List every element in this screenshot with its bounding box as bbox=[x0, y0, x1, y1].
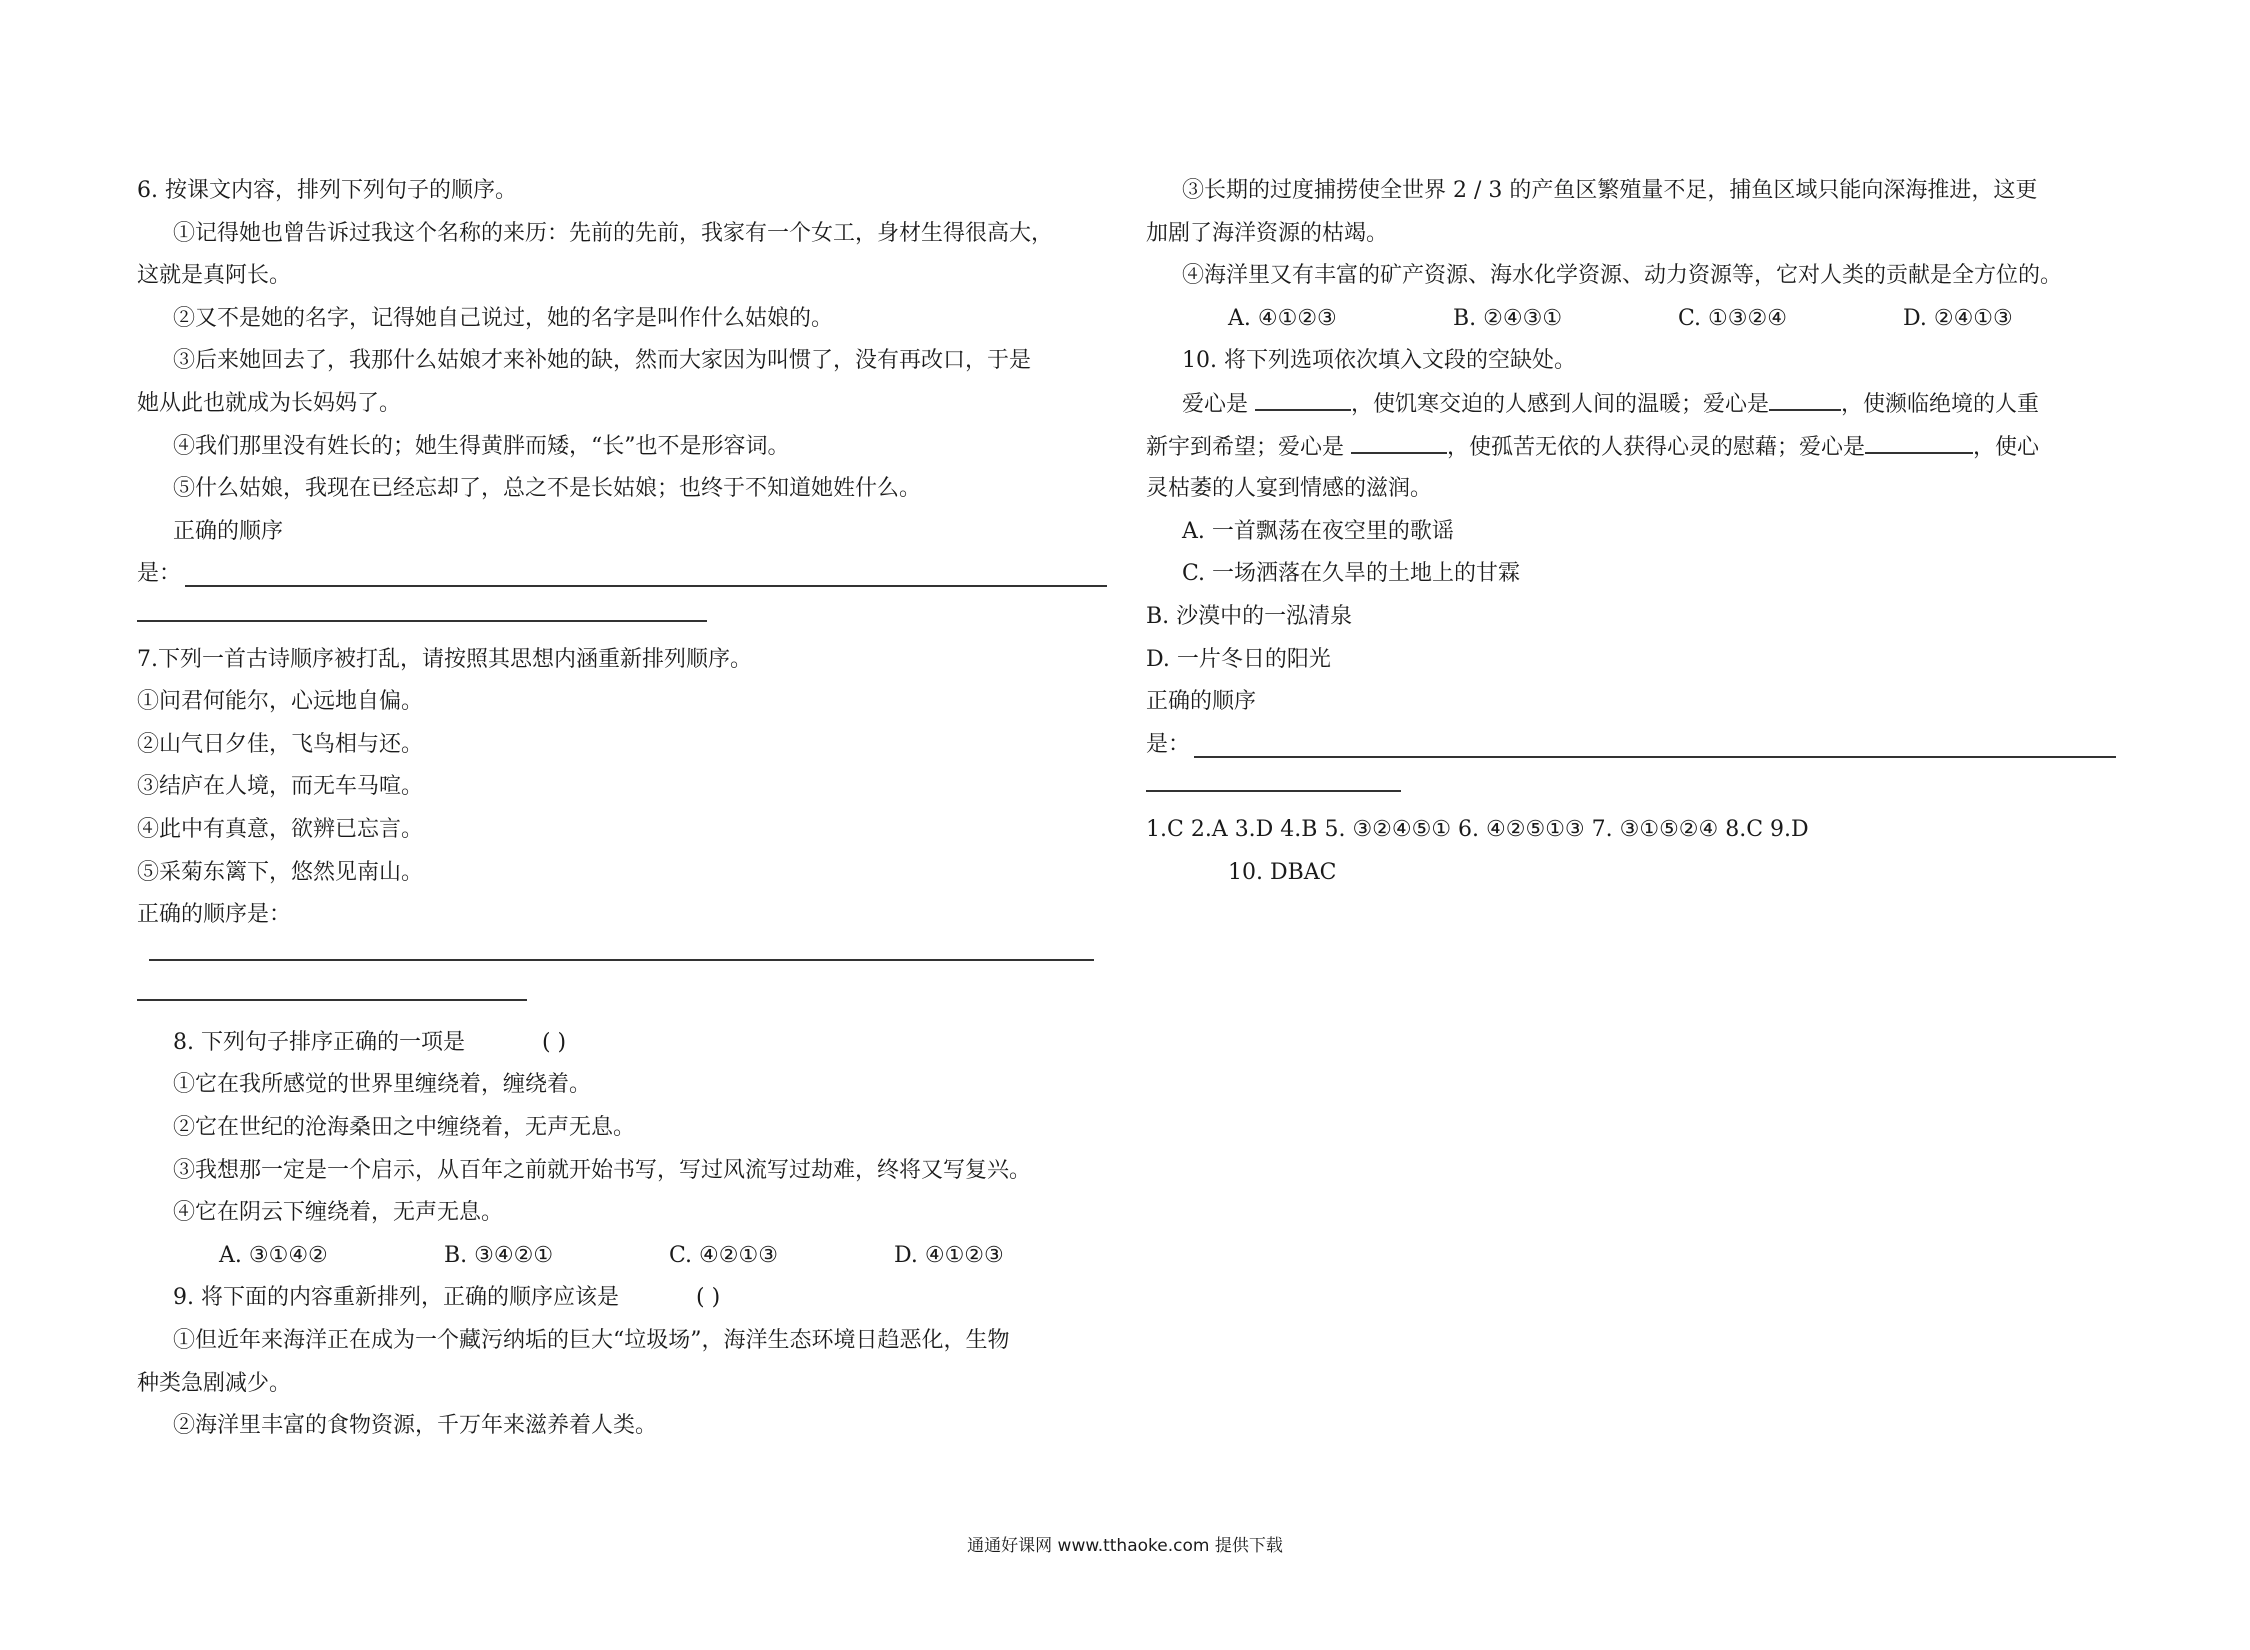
q8-answer-paren[interactable]: ( ) bbox=[541, 1029, 567, 1055]
q9-sentence-3-cont: 加剧了海洋资源的枯竭。 bbox=[1146, 220, 1389, 246]
q6-sentence-4: ④我们那里没有姓长的；她生得黄胖而矮，“长”也不是形容词。 bbox=[173, 433, 790, 459]
q9-option-c[interactable]: C. ①③②④ bbox=[1678, 305, 1787, 331]
q9-option-b[interactable]: B. ②④③① bbox=[1453, 305, 1563, 331]
right-column bbox=[1146, 170, 2116, 894]
q10-blank-3[interactable] bbox=[1351, 426, 1447, 454]
q7-answer-line-2[interactable] bbox=[137, 979, 1112, 1022]
q9-title-line bbox=[137, 1277, 1112, 1320]
q8-option-a[interactable]: A. ③①④② bbox=[219, 1242, 328, 1268]
q8-sentence-1: ①它在我所感觉的世界里缠绕着，缠绕着。 bbox=[173, 1072, 592, 1098]
q10-answer-rule-2 bbox=[1146, 790, 1401, 792]
q8-sentence-2: ②它在世纪的沧海桑田之中缠绕着，无声无息。 bbox=[173, 1115, 636, 1141]
q8-sentence-4: ④它在阴云下缠绕着，无声无息。 bbox=[173, 1200, 504, 1226]
q10-paragraph-line-1 bbox=[1146, 383, 2116, 426]
q7-answer-line[interactable] bbox=[137, 937, 1112, 980]
q7-line-1: ①问君何能尔，心远地自偏。 bbox=[137, 689, 424, 715]
q6-answer-line[interactable] bbox=[137, 553, 1112, 596]
q7-line-5: ⑤采菊东篱下，悠然见南山。 bbox=[137, 859, 424, 885]
q6-answer-prefix: 是： bbox=[137, 561, 182, 587]
q9-sentence-2: ②海洋里丰富的食物资源，千万年来滋养着人类。 bbox=[173, 1413, 658, 1439]
q6-answer-rule bbox=[185, 585, 1107, 587]
q8-sentence-3: ③我想那一定是一个启示，从百年之前就开始书写，写过风流写过劫难，终将又写复兴。 bbox=[173, 1157, 1032, 1183]
q6-answer-line-2[interactable] bbox=[137, 596, 1112, 639]
q9-sentence-1: ①但近年来海洋正在成为一个藏污纳垢的巨大“垃圾场”，海洋生态环境日趋恶化，生物 bbox=[173, 1328, 1010, 1354]
q9-sentence-1-cont: 种类急剧减少。 bbox=[137, 1370, 292, 1396]
q9-answer-paren[interactable]: ( ) bbox=[696, 1285, 721, 1311]
q10-title: 10. 将下列选项依次填入文段的空缺处。 bbox=[1182, 348, 1576, 374]
q8-options bbox=[137, 1235, 1112, 1278]
q9-sentence-3: ③长期的过度捕捞使全世界 2 / 3 的产鱼区繁殖量不足，捕鱼区域只能向深海推进，这更 bbox=[1182, 178, 2038, 203]
q7-line-2: ②山气日夕佳，飞鸟相与还。 bbox=[137, 731, 424, 757]
q9-sentence-4: ④海洋里又有丰富的矿产资源、海水化学资源、动力资源等，它对人类的贡献是全方位的。 bbox=[1182, 263, 2063, 289]
q6-sentence-3: ③后来她回去了，我那什么姑娘才来补她的缺，然而大家因为叫惯了，没有再改口，于是 bbox=[173, 348, 1032, 374]
q10-text-1c: ，使濒临绝境的人重 bbox=[1841, 391, 2040, 417]
q10-option-d: D. 一片冬日的阳光 bbox=[1146, 646, 1331, 672]
answer-key-line-1: 1.C 2.A 3.D 4.B 5. ③②④⑤① 6. ④②⑤①③ 7. ③①⑤②④ 8.C 9.D bbox=[1146, 816, 1809, 842]
q10-blank-1[interactable] bbox=[1255, 383, 1351, 411]
q10-blank-4[interactable] bbox=[1865, 426, 1973, 454]
q6-title: 6. 按课文内容，排列下列句子的顺序。 bbox=[137, 178, 517, 203]
q6-sentence-5: ⑤什么姑娘，我现在已经忘却了，总之不是长姑娘；也终于不知道她姓什么。 bbox=[173, 476, 922, 502]
q9-option-a[interactable]: A. ④①②③ bbox=[1228, 305, 1337, 331]
q10-option-b: B. 沙漠中的一泓清泉 bbox=[1146, 603, 1353, 629]
q10-paragraph-line-3: 灵枯萎的人宴到情感的滋润。 bbox=[1146, 476, 1433, 502]
q8-title: 8. 下列句子排序正确的一项是 bbox=[173, 1029, 465, 1055]
left-column bbox=[137, 170, 1112, 1448]
answer-key-line-2: 10. DBAC bbox=[1228, 859, 1337, 885]
q7-line-3: ③结庐在人境，而无车马喧。 bbox=[137, 774, 424, 800]
q6-sentence-3-cont: 她从此也就成为长妈妈了。 bbox=[137, 390, 402, 416]
q10-paragraph-line-2 bbox=[1146, 426, 2116, 469]
q9-title: 9. 将下面的内容重新排列，正确的顺序应该是 bbox=[173, 1285, 619, 1311]
q8-option-b[interactable]: B. ③④②① bbox=[444, 1242, 554, 1268]
q7-answer-label: 正确的顺序是： bbox=[137, 902, 292, 928]
q10-option-c: C. 一场洒落在久旱的土地上的甘霖 bbox=[1182, 561, 1521, 587]
q6-sentence-1-cont: 这就是真阿长。 bbox=[137, 263, 292, 289]
q10-option-a: A. 一首飘荡在夜空里的歌谣 bbox=[1182, 518, 1454, 544]
q8-option-d[interactable]: D. ④①②③ bbox=[894, 1242, 1004, 1268]
q10-answer-prefix: 是： bbox=[1146, 731, 1191, 757]
q9-options bbox=[1146, 298, 2116, 341]
q6-sentence-1: ①记得她也曾告诉过我这个名称的来历：先前的先前，我家有一个女工，身材生得很高大， bbox=[173, 220, 1054, 246]
q7-answer-rule-2 bbox=[137, 999, 527, 1001]
q8-option-c[interactable]: C. ④②①③ bbox=[669, 1242, 778, 1268]
q9-option-d[interactable]: D. ②④①③ bbox=[1903, 305, 2013, 331]
q10-answer-line[interactable] bbox=[1146, 724, 2116, 767]
q7-line-4: ④此中有真意，欲辨已忘言。 bbox=[137, 816, 424, 842]
q10-text-2a: 新宇到希望；爱心是 bbox=[1146, 434, 1351, 460]
q10-blank-2[interactable] bbox=[1769, 383, 1841, 411]
q10-text-1a: 爱心是 bbox=[1182, 391, 1255, 417]
q7-title: 7.下列一首古诗顺序被打乱，请按照其思想内涵重新排列顺序。 bbox=[137, 646, 752, 672]
q7-answer-rule bbox=[149, 959, 1094, 961]
q10-text-2b: ，使孤苦无依的人获得心灵的慰藉；爱心是 bbox=[1447, 434, 1866, 460]
q6-answer-rule-2 bbox=[137, 620, 707, 622]
q10-answer-rule bbox=[1194, 756, 2116, 758]
page-footer: 通通好课网 www.tthaoke.com 提供下载 bbox=[967, 1536, 1283, 1556]
q10-text-2c: ，使心 bbox=[1973, 434, 2040, 460]
q6-sentence-2: ②又不是她的名字，记得她自己说过，她的名字是叫作什么姑娘的。 bbox=[173, 305, 834, 331]
q6-answer-label: 正确的顺序 bbox=[173, 518, 284, 544]
q10-answer-label: 正确的顺序 bbox=[1146, 689, 1257, 715]
q10-text-1b: ，使饥寒交迫的人感到人间的温暖；爱心是 bbox=[1351, 391, 1770, 417]
q8-title-line bbox=[137, 1022, 1112, 1065]
q10-answer-line-2[interactable] bbox=[1146, 766, 2116, 809]
